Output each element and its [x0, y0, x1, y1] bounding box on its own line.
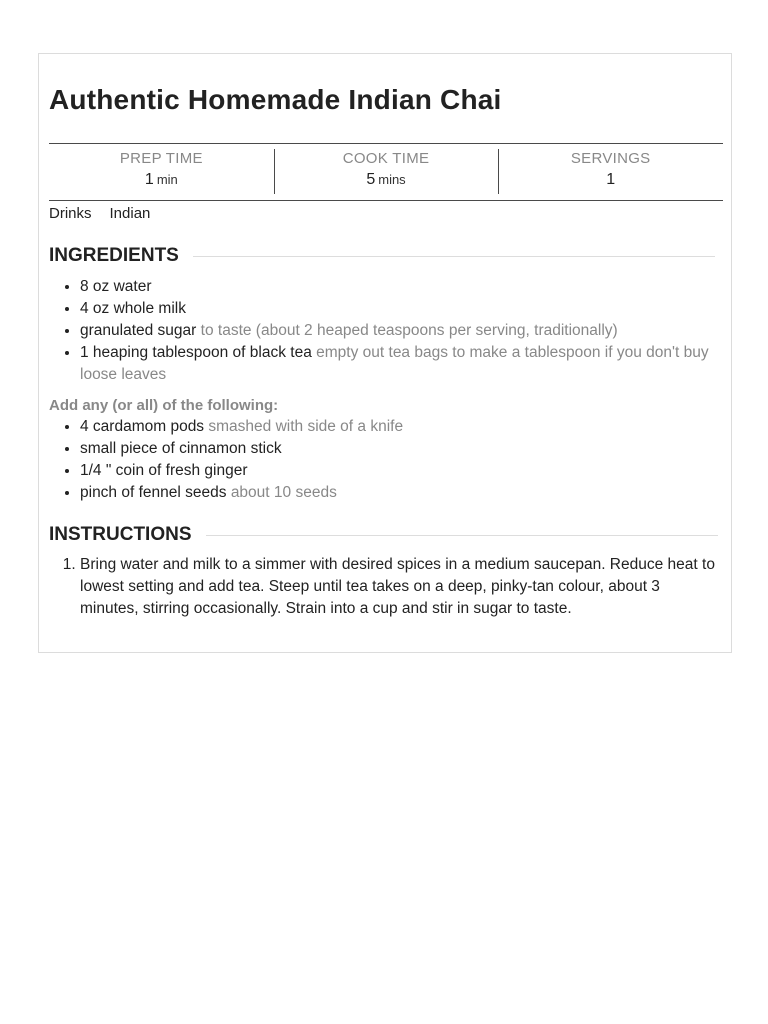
ingredient-text: 8 oz water [80, 278, 152, 295]
optional-ingredients-list [49, 416, 720, 504]
recipe-tags [49, 205, 150, 222]
ingredient-text: 1/4 " coin of fresh ginger [80, 462, 248, 479]
instructions-heading: INSTRUCTIONS [49, 524, 192, 545]
prep-time-label: PREP TIME [119, 150, 203, 167]
servings [498, 144, 723, 200]
instructions-header [49, 524, 718, 546]
cook-time-unit: mins [378, 172, 406, 187]
ingredient-group-heading: Add any (or all) of the following: [49, 397, 279, 414]
cook-time-value: 5 [366, 171, 376, 188]
prep-time-value-row [49, 171, 274, 189]
ingredient-text: 4 oz whole milk [80, 300, 186, 317]
ingredient-note: empty out tea bags to make a tablespoon if you don't buy loose leaves [80, 344, 709, 383]
instructions-divider [206, 535, 719, 536]
prep-time-unit: min [156, 172, 178, 187]
cook-time-value-row [274, 171, 499, 189]
cook-time-label: COOK TIME [342, 150, 430, 167]
cuisine-tag: Indian [109, 205, 151, 222]
ingredients-divider [193, 256, 715, 257]
ingredient-note: about 10 seeds [230, 484, 337, 501]
ingredient-item [80, 342, 720, 386]
prep-time [49, 144, 274, 200]
recipe-card [38, 53, 732, 653]
servings-value: 1 [606, 171, 616, 188]
prep-time-value: 1 [144, 171, 154, 188]
servings-value-row [498, 171, 723, 189]
ingredient-item [80, 438, 720, 460]
instruction-step: 1. Bring water and milk to a simmer with desired spices in a medium saucepan. Reduce heat to lowest setting and add tea. Steep until tea takes on a deep, pinky-tan colour, about 3 minutes, stirring occasionally. Strain into a cup and stir in sugar to taste. [80, 554, 720, 620]
servings-label: SERVINGS [570, 150, 651, 167]
recipe-title: Authentic Homemade Indian Chai [49, 84, 502, 115]
ingredient-item [80, 460, 720, 482]
ingredients-heading: INGREDIENTS [49, 245, 179, 266]
cook-time [274, 144, 499, 200]
ingredient-note: to taste (about 2 heaped teaspoons per serving, traditionally) [200, 322, 618, 339]
ingredient-note: smashed with side of a knife [208, 418, 404, 435]
course-tag: Drinks [49, 205, 92, 222]
ingredient-item [80, 298, 720, 320]
ingredient-item [80, 416, 720, 438]
ingredient-text: granulated sugar [80, 322, 197, 339]
ingredient-text: pinch of fennel seeds [80, 484, 227, 501]
ingredient-item [80, 276, 720, 298]
recipe-meta [49, 143, 723, 201]
ingredients-list [49, 276, 720, 386]
ingredient-item [80, 482, 720, 504]
instructions-list [49, 554, 720, 620]
ingredient-item [80, 320, 720, 342]
ingredients-header [49, 245, 715, 267]
ingredient-text: 4 cardamom pods [80, 418, 205, 435]
ingredient-text: 1 heaping tablespoon of black tea [80, 344, 312, 361]
ingredient-text: small piece of cinnamon stick [80, 440, 282, 457]
